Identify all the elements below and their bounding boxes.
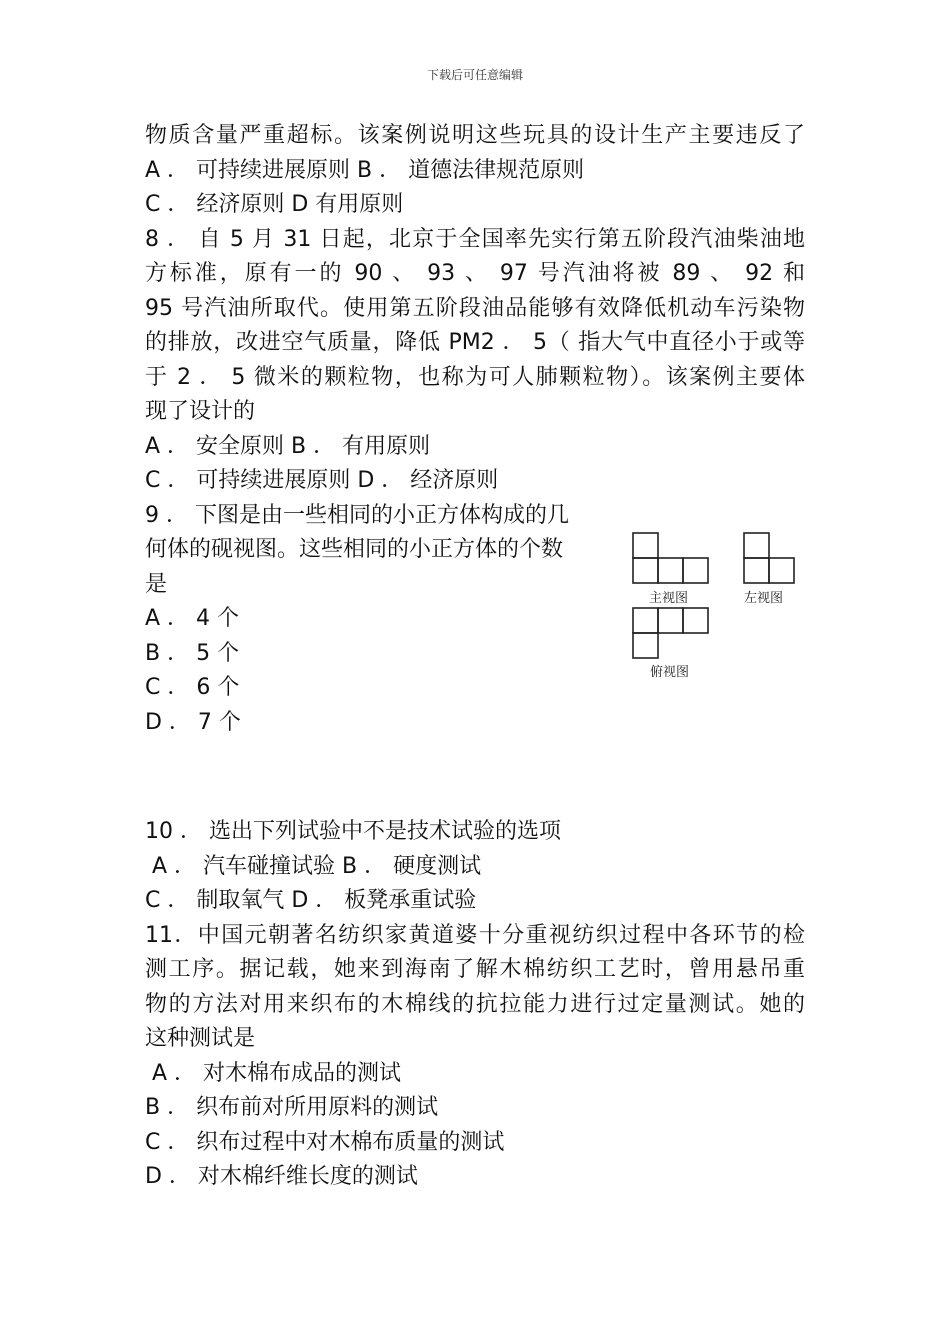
left-view-caption: 左视图: [744, 591, 784, 606]
text-line: 95 号汽油所取代。使用第五阶段油品能够有效降低机动车污染物: [145, 296, 805, 321]
top-view-caption: 俯视图: [650, 665, 690, 680]
top-view-cube: [683, 608, 708, 633]
text-line: 9 ． 下图是由一些相同的小正方体构成的几: [145, 503, 569, 528]
page-header: 下载后可任意编辑: [426, 68, 523, 82]
text-line: A ． 可持续进展原则 B ． 道德法律规范原则: [145, 158, 585, 183]
text-line: 8 ． 自 5 月 31 日起，北京于全国率先实行第五阶段汽油柴油地: [145, 227, 805, 252]
text-line: 这种测试是: [145, 1026, 256, 1051]
text-line: A ． 汽车碰撞试验 B ． 硬度测试: [145, 854, 482, 879]
top-view-cube: [658, 608, 683, 633]
text-line: C ． 制取氧气 D ． 板凳承重试验: [145, 888, 477, 913]
text-line: 何体的砚视图。这些相同的小正方体的个数: [145, 537, 564, 562]
text-line: C ． 可持续进展原则 D ． 经济原则: [145, 468, 499, 493]
top-view-cube: [633, 633, 658, 658]
text-line: D ． 7 个: [145, 710, 241, 735]
text-line: 10 ． 选出下列试验中不是技术试验的选项: [145, 819, 561, 844]
front-view-cube: [633, 533, 658, 558]
front-view-caption: 主视图: [649, 591, 689, 606]
text-line: 于 2 ． 5 微米的颗粒物，也称为可人肺颗粒物）。该案例主要体: [145, 365, 805, 390]
text-line: 现了设计的: [145, 399, 256, 424]
text-line: C ． 织布过程中对木棉布质量的测试: [145, 1130, 505, 1155]
front-view-cube: [633, 558, 658, 583]
top-view-cube: [633, 608, 658, 633]
text-line: A ． 安全原则 B ． 有用原则: [145, 434, 431, 459]
left-view-cube: [744, 533, 769, 558]
text-line: 物质含量严重超标。该案例说明这些玩具的设计生产主要违反了: [145, 123, 805, 148]
text-line: A ． 4 个: [145, 606, 240, 631]
text-line: 方标准，原有一的 90 、 93 、 97 号汽油将被 89 、 92 和: [145, 261, 805, 286]
text-line: D ． 对木棉纤维长度的测试: [145, 1164, 418, 1189]
text-line: C ． 6 个: [145, 675, 240, 700]
text-line: B ． 织布前对所用原料的测试: [145, 1095, 439, 1120]
front-view-cube: [658, 558, 683, 583]
text-line: B ． 5 个: [145, 641, 240, 666]
three-view-figure: [625, 525, 825, 685]
left-view-cube: [769, 558, 794, 583]
text-line: 测工序。据记载，她来到海南了解木棉纺织工艺时，曾用悬吊重: [145, 957, 805, 982]
text-line: 的排放，改进空气质量，降低 PM2 ． 5（ 指大气中直径小于或等: [145, 330, 805, 355]
text-line: 11．中国元朝著名纺织家黄道婆十分重视纺织过程中各环节的检: [145, 923, 805, 948]
front-view-cube: [683, 558, 708, 583]
text-line: A ． 对木棉布成品的测试: [145, 1061, 402, 1086]
left-view-cube: [744, 558, 769, 583]
text-line: C ． 经济原则 D 有用原则: [145, 192, 404, 217]
text-line: 是: [145, 572, 168, 597]
text-line: 物的方法对用来织布的木棉线的抗拉能力进行过定量测试。她的: [145, 992, 805, 1017]
